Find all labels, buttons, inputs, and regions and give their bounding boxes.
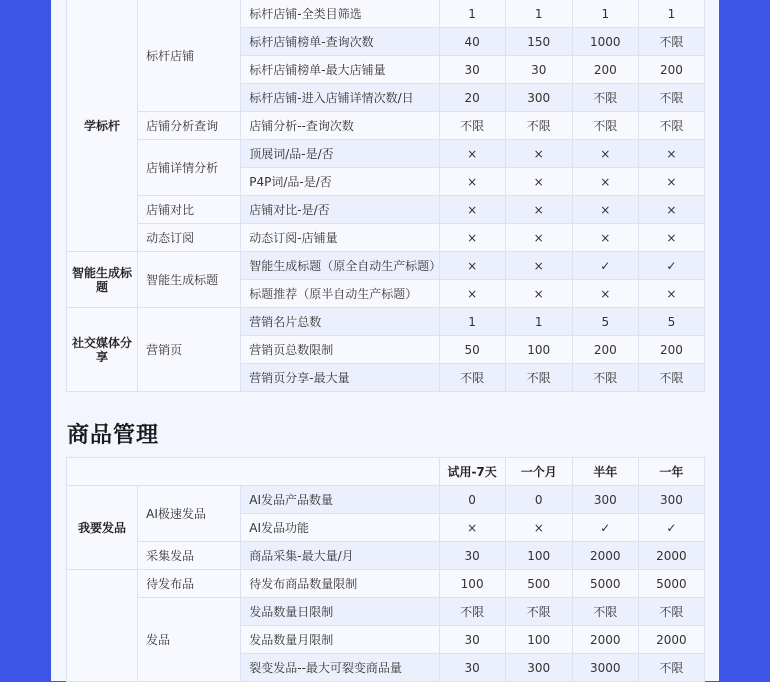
- value-cell: 5000: [572, 570, 638, 598]
- value-cell: 100: [505, 542, 572, 570]
- value-cell: 30: [439, 654, 505, 682]
- item-label: AI发品功能: [241, 514, 439, 542]
- value-cell: 不限: [572, 364, 638, 392]
- value-cell: 40: [439, 28, 505, 56]
- value-cell: 5: [572, 308, 638, 336]
- value-cell: ×: [505, 280, 572, 308]
- value-cell: 0: [505, 486, 572, 514]
- value-cell: 5: [638, 308, 704, 336]
- value-cell: ✓: [572, 252, 638, 280]
- sub-label: 发品: [138, 598, 241, 682]
- value-cell: 300: [638, 486, 704, 514]
- item-label: 标杆店铺-进入店铺详情次数/日: [241, 84, 439, 112]
- table-row: [67, 196, 705, 224]
- sub-label: 标杆店铺: [138, 0, 241, 112]
- value-cell: 1: [439, 308, 505, 336]
- value-cell: 5000: [638, 570, 704, 598]
- item-label: P4P词/品-是/否: [241, 168, 439, 196]
- value-cell: 2000: [572, 626, 638, 654]
- value-cell: 不限: [439, 598, 505, 626]
- value-cell: 0: [439, 486, 505, 514]
- item-label: 营销名片总数: [241, 308, 439, 336]
- table-row: [67, 112, 705, 140]
- value-cell: ✓: [572, 514, 638, 542]
- sub-label: AI极速发品: [138, 486, 241, 542]
- item-label: 裂变发品--最大可裂变商品量: [241, 654, 439, 682]
- value-cell: ×: [572, 224, 638, 252]
- value-cell: ×: [439, 168, 505, 196]
- header-one-month: 一个月: [505, 458, 572, 486]
- value-cell: ×: [439, 224, 505, 252]
- table-row: [67, 0, 705, 28]
- header-one-year: 一年: [638, 458, 704, 486]
- item-label: 标杆店铺-全类目筛选: [241, 0, 439, 28]
- value-cell: 30: [505, 56, 572, 84]
- table-row: [67, 140, 705, 168]
- item-label: AI发品产品数量: [241, 486, 439, 514]
- value-cell: 300: [505, 84, 572, 112]
- item-label: 标杆店铺榜单-查询次数: [241, 28, 439, 56]
- table-row: [67, 224, 705, 252]
- value-cell: ×: [505, 224, 572, 252]
- item-label: 待发布商品数量限制: [241, 570, 439, 598]
- value-cell: 500: [505, 570, 572, 598]
- item-label: 顶展词/品-是/否: [241, 140, 439, 168]
- section-title: 商品管理: [67, 423, 160, 448]
- group-label: 我要发品: [67, 486, 138, 570]
- value-cell: 300: [505, 654, 572, 682]
- header-trial: 试用-7天: [439, 458, 505, 486]
- table-header-row: [67, 458, 705, 486]
- feature-table-benchmark: [66, 0, 705, 392]
- sub-label: 营销页: [138, 308, 241, 392]
- value-cell: ×: [439, 280, 505, 308]
- table-row: [67, 570, 705, 598]
- value-cell: 不限: [505, 364, 572, 392]
- value-cell: 不限: [505, 112, 572, 140]
- value-cell: 1: [638, 0, 704, 28]
- value-cell: 200: [572, 336, 638, 364]
- item-label: 营销页总数限制: [241, 336, 439, 364]
- value-cell: ×: [638, 280, 704, 308]
- group-label: 社交媒体分享: [67, 308, 138, 392]
- value-cell: ×: [572, 140, 638, 168]
- item-label: 智能生成标题（原全自动生产标题）: [241, 252, 439, 280]
- group-label: 智能生成标题: [67, 252, 138, 308]
- value-cell: 不限: [439, 364, 505, 392]
- item-label: 发品数量月限制: [241, 626, 439, 654]
- value-cell: 200: [572, 56, 638, 84]
- group-label: [67, 570, 138, 682]
- feature-table-product-management: [66, 457, 705, 682]
- value-cell: 100: [505, 336, 572, 364]
- value-cell: ×: [572, 168, 638, 196]
- value-cell: ×: [572, 280, 638, 308]
- value-cell: 30: [439, 56, 505, 84]
- value-cell: 不限: [505, 598, 572, 626]
- value-cell: ×: [439, 196, 505, 224]
- item-label: 动态订阅-店铺量: [241, 224, 439, 252]
- value-cell: 3000: [572, 654, 638, 682]
- header-blank: [67, 458, 440, 486]
- sub-label: 店铺分析查询: [138, 112, 241, 140]
- value-cell: 50: [439, 336, 505, 364]
- value-cell: ×: [638, 168, 704, 196]
- value-cell: 不限: [572, 112, 638, 140]
- value-cell: 不限: [638, 654, 704, 682]
- value-cell: 100: [505, 626, 572, 654]
- value-cell: ×: [572, 196, 638, 224]
- value-cell: 1: [572, 0, 638, 28]
- value-cell: 不限: [638, 364, 704, 392]
- value-cell: 不限: [638, 112, 704, 140]
- content-card: [51, 0, 719, 681]
- value-cell: ✓: [638, 252, 704, 280]
- value-cell: 20: [439, 84, 505, 112]
- sub-label: 动态订阅: [138, 224, 241, 252]
- sub-label: 店铺对比: [138, 196, 241, 224]
- value-cell: 不限: [638, 28, 704, 56]
- value-cell: 2000: [638, 626, 704, 654]
- table-row: [67, 598, 705, 626]
- item-label: 商品采集-最大量/月: [241, 542, 439, 570]
- value-cell: 1: [439, 0, 505, 28]
- value-cell: 200: [638, 56, 704, 84]
- value-cell: 300: [572, 486, 638, 514]
- item-label: 店铺对比-是/否: [241, 196, 439, 224]
- sub-label: 店铺详情分析: [138, 140, 241, 196]
- sub-label: 待发布品: [138, 570, 241, 598]
- value-cell: ×: [638, 224, 704, 252]
- sub-label: 采集发品: [138, 542, 241, 570]
- value-cell: 150: [505, 28, 572, 56]
- group-label: 学标杆: [67, 0, 138, 252]
- sub-label: 智能生成标题: [138, 252, 241, 308]
- value-cell: 不限: [638, 84, 704, 112]
- value-cell: ×: [505, 252, 572, 280]
- item-label: 发品数量日限制: [241, 598, 439, 626]
- value-cell: ✓: [638, 514, 704, 542]
- value-cell: 1000: [572, 28, 638, 56]
- value-cell: 30: [439, 542, 505, 570]
- header-half-year: 半年: [572, 458, 638, 486]
- value-cell: ×: [505, 514, 572, 542]
- value-cell: ×: [439, 140, 505, 168]
- value-cell: 30: [439, 626, 505, 654]
- value-cell: ×: [638, 140, 704, 168]
- value-cell: ×: [505, 140, 572, 168]
- value-cell: ×: [439, 252, 505, 280]
- value-cell: ×: [505, 168, 572, 196]
- table-row: [67, 486, 705, 514]
- value-cell: ×: [638, 196, 704, 224]
- table-row: [67, 542, 705, 570]
- value-cell: 不限: [572, 598, 638, 626]
- value-cell: 2000: [572, 542, 638, 570]
- item-label: 标题推荐（原半自动生产标题）: [241, 280, 439, 308]
- value-cell: 不限: [572, 84, 638, 112]
- value-cell: 1: [505, 308, 572, 336]
- value-cell: 2000: [638, 542, 704, 570]
- value-cell: 不限: [439, 112, 505, 140]
- value-cell: 200: [638, 336, 704, 364]
- item-label: 营销页分享-最大量: [241, 364, 439, 392]
- item-label: 店铺分析--查询次数: [241, 112, 439, 140]
- value-cell: 1: [505, 0, 572, 28]
- value-cell: 100: [439, 570, 505, 598]
- table-row: [67, 308, 705, 336]
- item-label: 标杆店铺榜单-最大店铺量: [241, 56, 439, 84]
- value-cell: ×: [505, 196, 572, 224]
- value-cell: 不限: [638, 598, 704, 626]
- table-row: [67, 252, 705, 280]
- value-cell: ×: [439, 514, 505, 542]
